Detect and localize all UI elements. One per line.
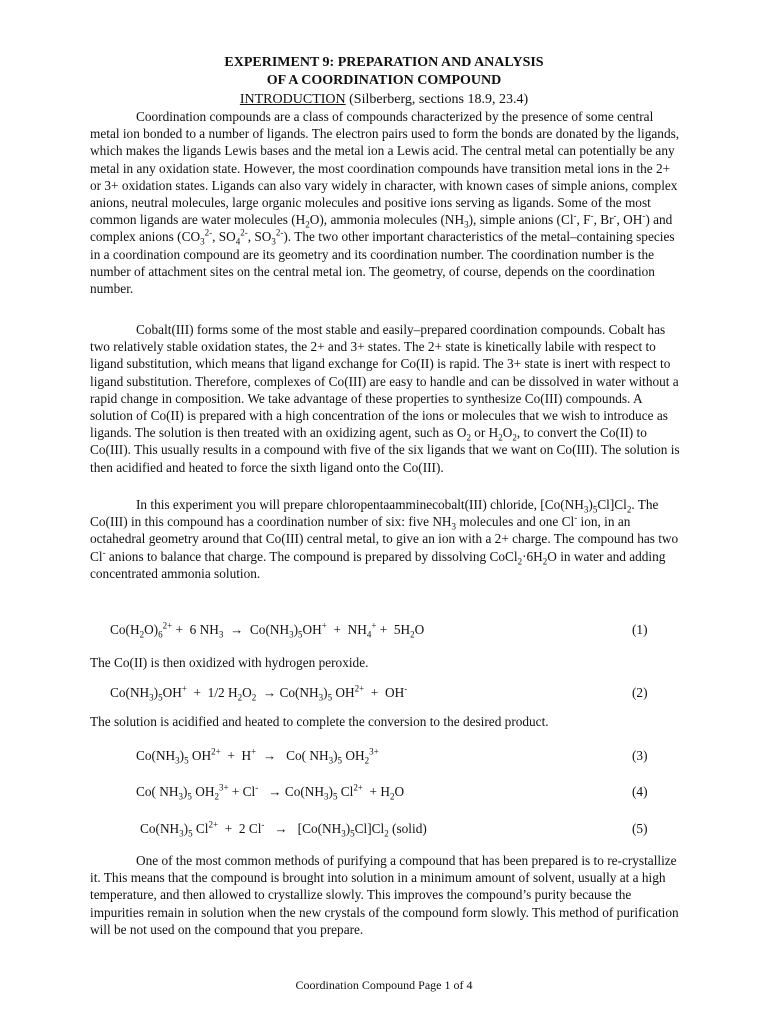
p3-text: ion, in an octahedral geometry around that Co(III) central metal, to give an ion with a 2+ charge. The compound has two Cl (90, 514, 679, 564)
p2-text: , to convert the Co(II) to Co(III). This usually results in a compound with five of the six ligands that we want on Co(III). The solution is then acidified and heated to force the sixth ligand onto the Co(III). (90, 425, 680, 475)
p3-text: ) (588, 497, 593, 512)
p1-text: , SO (212, 229, 236, 245)
p3-text: anions to balance that charge. The compound is prepared by dissolving CoCl (105, 548, 518, 564)
equation-4-number: (4) (632, 784, 648, 799)
p1-text: ), simple anions (Cl (468, 212, 574, 228)
line-oxidized: The Co(II) is then oxidized with hydrogen peroxide. (90, 655, 369, 670)
p3-text: . The Co(III) in this compound has a coordination number of six: five NH (90, 497, 659, 530)
p3-text: O in water and adding concentrated ammonia solution. (90, 548, 666, 581)
p1-text: O), ammonia molecules (NH (309, 212, 465, 228)
line-acidified: The solution is acidified and heated to complete the conversion to the desired product. (90, 714, 549, 729)
equation-3-number: (3) (632, 748, 648, 763)
equation-2-number: (2) (632, 685, 648, 700)
p1-text: , SO (247, 229, 272, 245)
p1-text: , F (576, 212, 591, 228)
p4-text: One of the most common methods of purifying a compound that has been prepared is to re-crystallize it. This means that the compound is brought into solution in a minimum amount of solvent, usually at a high temperature, and then allowed to crystallize slowly. This improves the compound’s purity because the impurities remain in solution when the new crystals of the compound form slowly. This method of purification will be not used on the compound that you prepare. (90, 853, 679, 937)
p1-text: , Br (593, 212, 614, 228)
p1-text: Coordination compounds are a class of compounds characterized by the presence of some central metal ion bonded to a number of ligands. The electron pairs used to form the bonds are donated by the ligands, which makes the ligands Lewis bases and the metal ion a Lewis acid. The central metal can potentially be any metal in any oxidation state. However, the most coordination compounds have transition metal ions in the 2+ or 3+ oxidation states. Ligands can also vary widely in character, with known cases of simple anions, complex anions, neutral molecules, large organic molecules and positive ions serving as ligands. Some of the most common ligands are water molecules (H (90, 109, 680, 228)
p1-text: ) and complex anions (CO (90, 212, 673, 245)
p3-text: ·6H (522, 548, 543, 564)
equation-4: Co( $NH_3)_5$ $OH_2^{3+} + Cl^- \to Co(NH_3)_5$ $Cl^{2+} + H_2O$ (136, 782, 405, 802)
equation-2: $Co(NH_3)_5OH^+ + 1/2$ $H_2O_2 \to Co(NH_3)_5$ $OH^{2+} + OH^-$ (110, 683, 408, 703)
equation-1: $Co(H_2O)_6^{2+} + 6$ $NH_3 \to Co(NH_3)_5OH^+ + NH_4^+ + 5H_2O$ (110, 620, 425, 640)
intro-heading: INTRODUCTION (239, 92, 346, 107)
equation-1-number: (1) (632, 622, 648, 637)
p1-text: , OH (616, 212, 643, 228)
equation-5-number: (5) (632, 821, 648, 836)
paragraph-cobalt: Cobalt(III) forms some of the most stable and easily–prepared coordination compounds. Cobalt has two relatively stable oxidation states, the 2+ and 3+ states. The 2+ state is kinetically labile with respect to ligand substitution, which means that ligand exchange for Co(II) is rapid. The 3+ state is inert with respect to ligand substitution. Therefore, complexes of Co(III) are easy to handle and can be dissolved in water without a rapid change in composition. We take advantage of these properties to synthesize Co(III) compounds. A solution of Co(II) is prepared with a high concentration of the ions or molecules that we wish to introduce as ligands. The solution is then treated with an oxidizing agent, such as $O_2$ or $H_2O_2$, to convert the Co(II) to Co(III). This usually results in a compound with five of the six ligands that we want on Co(III). The solution is then acidified and heated to force the sixth ligand onto the Co(III). (90, 322, 680, 475)
p2-text: Cobalt(III) forms some of the most stable and easily–prepared coordination compounds. Cobalt has two relatively stable oxidation states, the 2+ and 3+ states. The 2+ state is kinetically labile with respect to ligand substitution, which means that ligand exchange for Co(II) is rapid. The 3+ state is inert with respect to ligand substitution. Therefore, complexes of Co(III) are easy to handle and can be dissolved in water without a rapid change in composition. We take advantage of these properties to synthesize Co(III) compounds. A solution of Co(II) is prepared with a high concentration of the ions or molecules that we wish to introduce as ligands. The solution is then treated with an oxidizing agent, such as O (90, 322, 679, 441)
title-line-1: EXPERIMENT 9: PREPARATION AND ANALYSIS (224, 55, 544, 70)
intro-heading-line (0, 92, 768, 108)
p3-text: In this experiment you will prepare chloropentaamminecobalt(III) chloride, [Co(NH (136, 497, 584, 512)
p2-text: O (502, 425, 513, 441)
title-line-2: OF A COORDINATION COMPOUND (266, 73, 502, 88)
paragraph-experiment: In this experiment you will prepare chloropentaamminecobalt(III) chloride, $[Co(NH_3)_5Cl]Cl_2$. The Co(III) in this compound has a coordination number of six: five $NH_3$ molecules and one Cl- ion, in an octahedral geometry around that Co(III) central metal, to give an ion with a 2+ charge. The compound has two Cl- anions to balance that charge. The compound is prepared by dissolving $CoCl_2\cdot 6H_2O$ in water and adding concentrated ammonia solution. (90, 497, 679, 581)
p2-text: or H (470, 425, 499, 441)
equation-5: $Co(NH_3)_5$ $Cl^{2+} + 2$ $Cl^- \to [Co(NH_3)_5Cl]Cl_2$ (solid) (140, 819, 427, 839)
paragraph-intro: Coordination compounds are a class of compounds characterized by the presence of some central metal ion bonded to a number of ligands. The electron pairs used to form the bonds are donated by the ligands, which makes the ligands Lewis bases and the metal ion a Lewis acid. The central metal can potentially be any metal in any oxidation state. However, the most coordination compounds have transition metal ions in the 2+ or 3+ oxidation states. Ligands can also vary widely in character, with known cases of simple anions, complex anions, neutral molecules, large organic molecules and positive ions serving as ligands. Some of the most common ligands are water molecules $(H_2O)$, ammonia molecules $(NH_3)$, simple anions (Cl-, F-, Br-, OH-) and complex anions ($CO_3^{2-}$, $SO_4^{2-}$, $SO_3^{2-}$). The two other important characteristics of the metal–containing species in a coordination compound are its geometry and its coordination number. The coordination number is the number of attachment sites on the central metal ion. The geometry, of course, depends on the coordination number. (90, 109, 680, 297)
p3-text: molecules and one Cl (456, 514, 575, 530)
paragraph-recrystallize (90, 852, 680, 938)
page-footer: Coordination Compound Page 1 of 4 (295, 978, 473, 992)
p1-text: ). The two other important characteristics of the metal–containing species in a coordination compound are its geometry and its coordination number. The coordination number is the number of attachment sites on the central metal ion. The geometry, of course, depends on the coordination number. (90, 229, 675, 297)
intro-reference: (Silberberg, sections 18.9, 23.4) (345, 92, 529, 107)
p3-text: Cl]Cl (597, 497, 627, 512)
equation-3: $Co(NH_3)_5$ $OH^{2+} + H^+ \to Co$( $NH_3)_5$ $OH_2^{3+}$ (136, 746, 379, 766)
